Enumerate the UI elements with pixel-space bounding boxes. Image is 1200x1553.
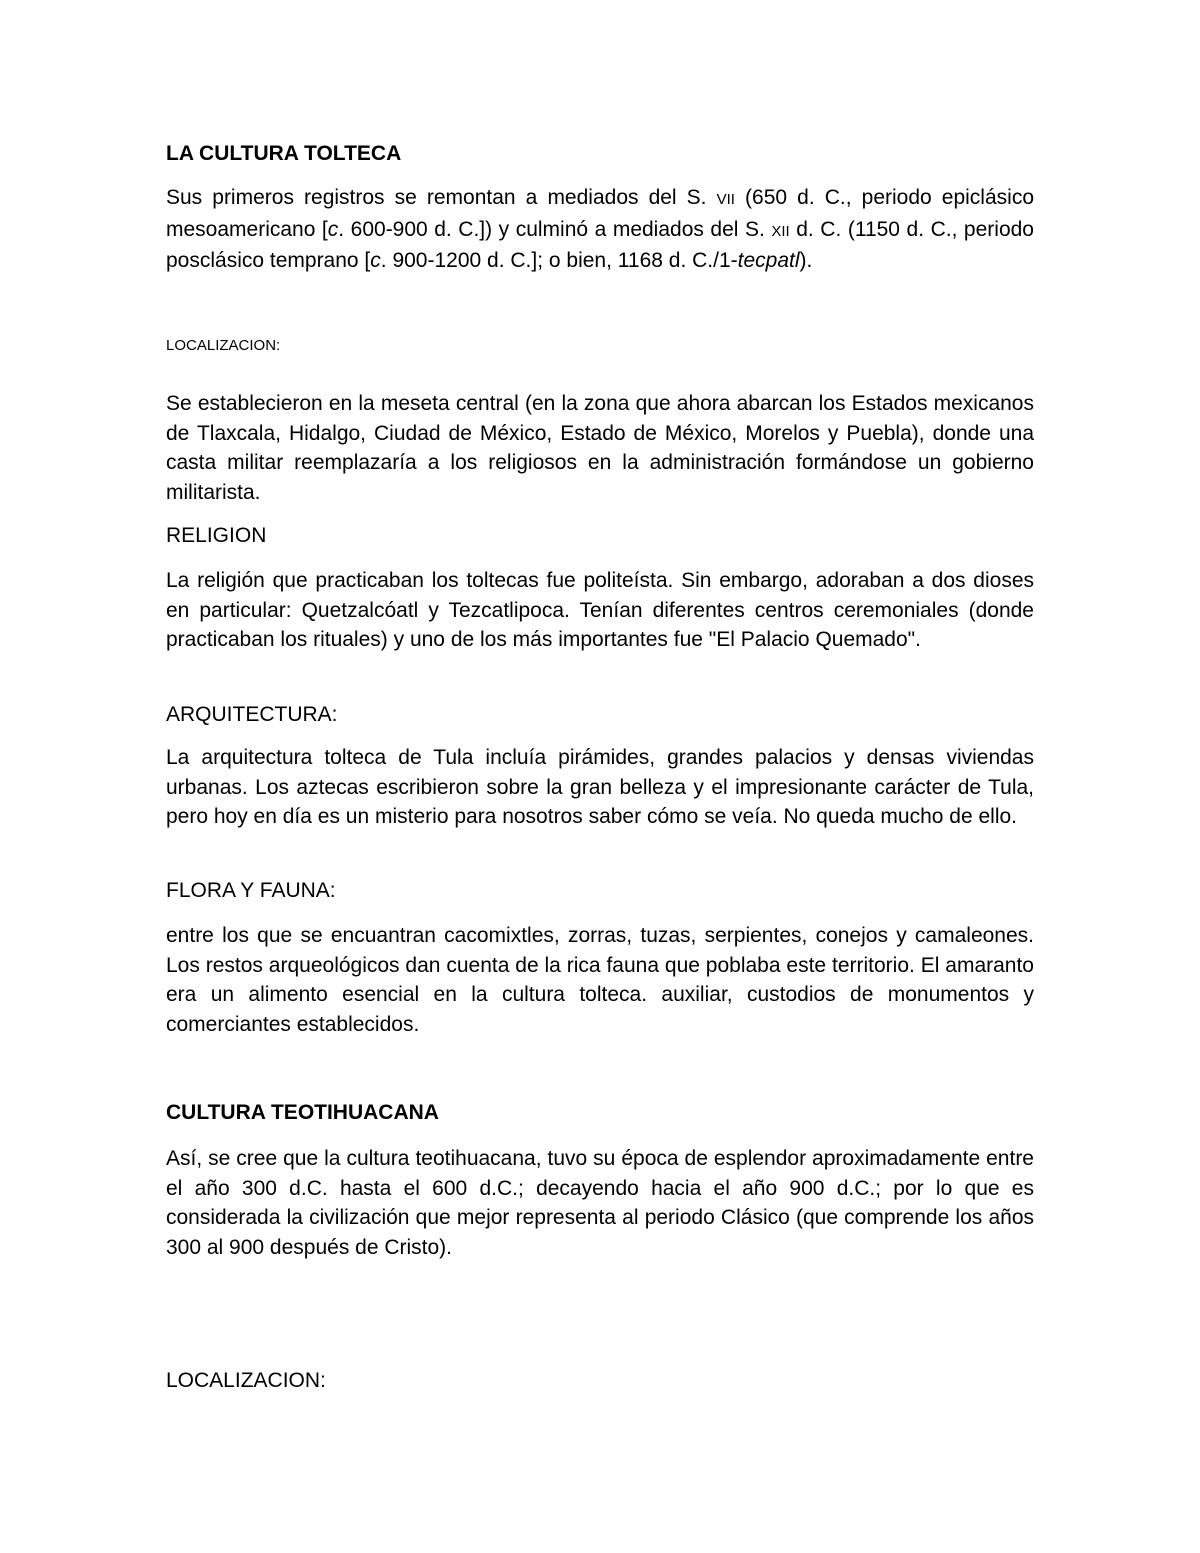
tolteca-title: LA CULTURA TOLTECA <box>166 142 402 165</box>
tolteca-religion-label: RELIGION <box>166 524 267 547</box>
tolteca-arquitectura-label: ARQUITECTURA: <box>166 703 338 726</box>
tolteca-localizacion-label: LOCALIZACION: <box>166 337 281 354</box>
tolteca-flora-text: entre los que se encuantran cacomixtles, zorras, tuzas, serpientes, conejos y camaleones. Los restos arqueológicos dan cuenta de la rica fauna que poblaba este territorio. El amaranto era un alimento esencial en la cultura tolteca. auxiliar, custodios de monumentos y comerciantes establecidos. <box>166 924 1034 1036</box>
teotihuacana-localizacion-label: LOCALIZACION: <box>166 1369 326 1392</box>
tolteca-arquitectura-text: La arquitectura tolteca de Tula incluía pirámides, grandes palacios y densas viviendas urbanas. Los aztecas escribieron sobre la gran belleza y el impresionante carácter de Tula, pero hoy en día es un misterio para nosotros saber cómo se veía. No queda mucho de ello. <box>166 746 1034 828</box>
tolteca-localizacion-text: Se establecieron en la meseta central (en la zona que ahora abarcan los Estados mexicanos de Tlaxcala, Hidalgo, Ciudad de México, Estado de México, Morelos y Puebla), donde una casta militar reemplazaría a los religiosos en la administración formándose un gobierno militarista. <box>166 392 1034 504</box>
teotihuacana-title: CULTURA TEOTIHUACANA <box>166 1101 439 1124</box>
tolteca-religion-text: La religión que practicaban los toltecas fue politeísta. Sin embargo, adoraban a dos dioses en particular: Quetzalcóatl y Tezcatlipoca. Tenían diferentes centros ceremoniales (donde practicaban los rituales) y uno de los más importantes fue "El Palacio Quemado". <box>166 569 1034 651</box>
tolteca-flora-label: FLORA Y FAUNA: <box>166 879 336 902</box>
tolteca-intro-paragraph: Sus primeros registros se remontan a mediados del S. VII (650 d. C., periodo epiclásico mesoamericano [c. 600-900 d. C.]) y culminó a mediados del S. XII d. C. (1150 d. C., periodo posclásico temprano [c. 900-1200 d. C.]; o bien, 1168 d. C./1-tecpatl). <box>166 186 1034 272</box>
teotihuacana-intro-text: Así, se cree que la cultura teotihuacana, tuvo su época de esplendor aproximadamente entre el año 300 d.C. hasta el 600 d.C.; decayendo hacia el año 900 d.C.; por lo que es considerada la civilización que mejor representa al periodo Clásico (que comprende los años 300 al 900 después de Cristo). <box>166 1147 1034 1259</box>
